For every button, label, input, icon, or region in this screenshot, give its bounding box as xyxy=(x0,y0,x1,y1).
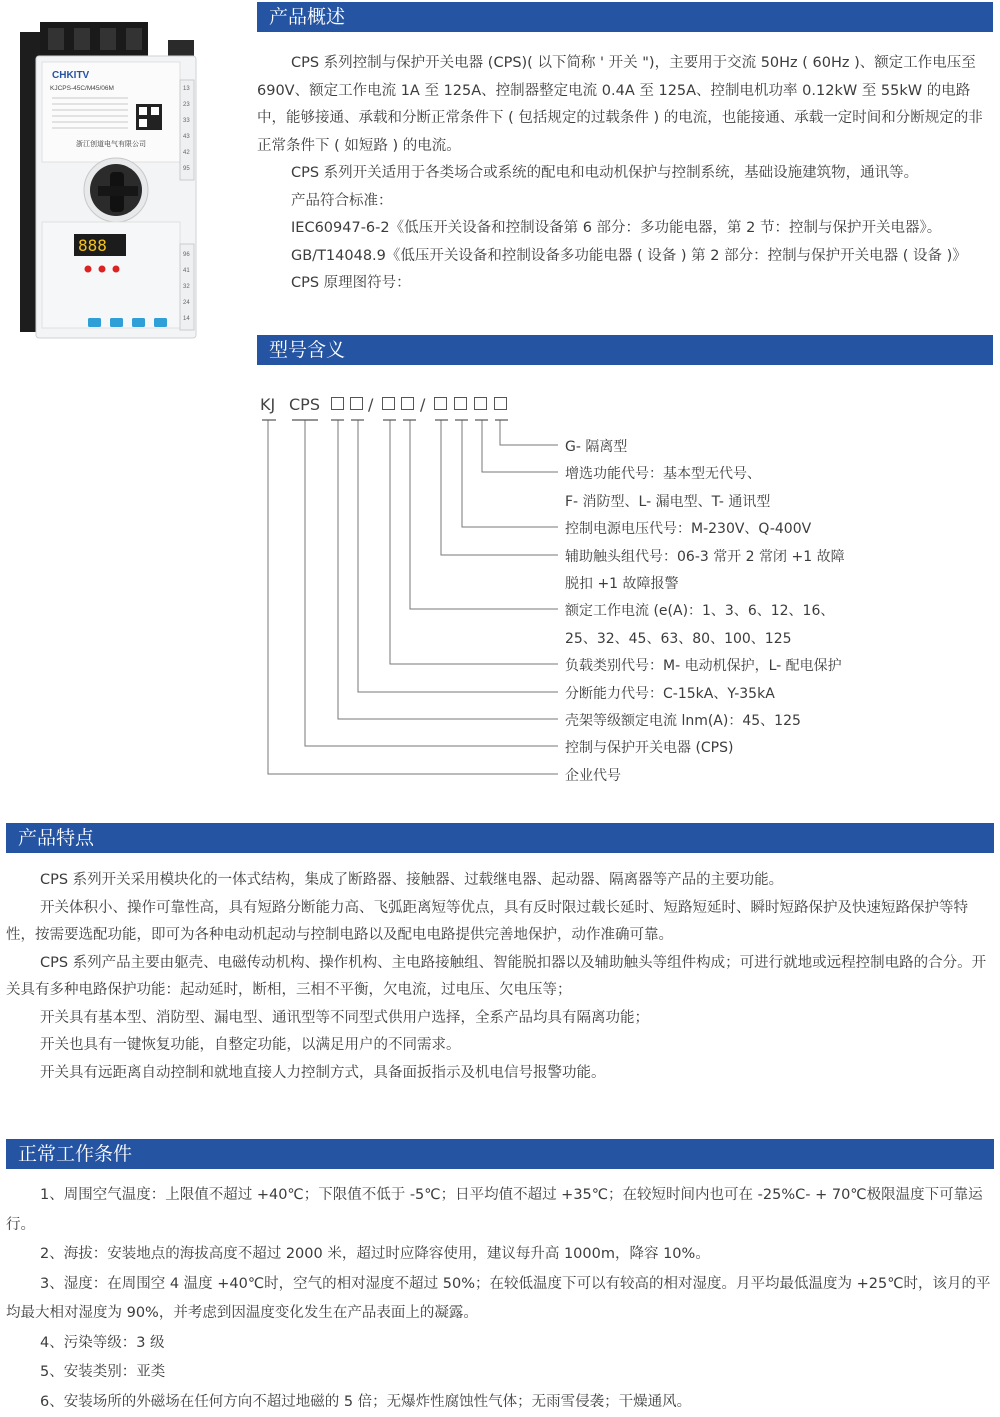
feature-paragraph: 开关具有远距离自动控制和就地直接人力控制方式，具备面扳指示及机电信号报警功能。 xyxy=(6,1060,994,1088)
overview-paragraph: CPS 原理图符号： xyxy=(257,270,993,298)
svg-text:KJCPS-45C/M45/06M: KJCPS-45C/M45/06M xyxy=(50,85,114,92)
standard-gb: GB/T14048.9《低压开关设备和控制设备多功能电器 ( 设备 ) 第 2 部分：控制与保护开关电器 ( 设备 )》 xyxy=(257,243,993,271)
feature-paragraph: CPS 系列开关采用模块化的一体式结构，集成了断路器、接触器、过载继电器、起动器、隔离器等产品的主要功能。 xyxy=(6,867,994,895)
svg-text:96: 96 xyxy=(183,252,190,258)
condition-item: 3、湿度：在周围空 4 温度 +40℃时，空气的相对湿度不超过 50%；在较低温度下可以有较高的相对湿度。月平均最低温度为 +25℃时，该月的平均最大相对湿度为 90%，并考虑到因温度变化发生在产品表面上的凝露。 xyxy=(6,1270,994,1329)
code-cps: CPS xyxy=(289,395,320,414)
svg-text:13: 13 xyxy=(183,86,190,92)
condition-item: 1、周围空气温度：上限值不超过 +40℃；下限值不低于 -5℃；日平均值不超过 +35℃；在较短时间内也可在 -25%C- + 70℃极限温度下可靠运行。 xyxy=(6,1181,994,1240)
legend-item: 企业代号 xyxy=(565,765,621,785)
svg-text:41: 41 xyxy=(183,268,190,274)
conditions-text xyxy=(6,1181,994,1417)
section-header-features: 产品特点 xyxy=(6,823,994,853)
legend-item: 分断能力代号：C-15kA、Y-35kA xyxy=(565,683,775,703)
standard-iec: IEC60947-6-2《低压开关设备和控制设备第 6 部分：多功能电器，第 2 节：控制与保护开关电器》。 xyxy=(257,215,993,243)
section-header-model-meaning: 型号含义 xyxy=(257,335,993,365)
legend-item: 脱扣 +1 故障报警 xyxy=(565,573,679,593)
legend-item: 25、32、45、63、80、100、125 xyxy=(565,628,792,648)
svg-text:14: 14 xyxy=(183,316,190,322)
legend-item: 额定工作电流 (e(A)：1、3、6、12、16、 xyxy=(565,600,834,620)
feature-paragraph: CPS 系列产品主要由躯壳、电磁传动机构、操作机构、主电路接触组、智能脱扣器以及辅助触头等组件构成；可进行就地或远程控制电路的合分。开关具有多种电路保护功能：起动延时，断相，三相不平衡，欠电流，过电压、欠电压等； xyxy=(6,950,994,1005)
condition-item: 5、安装类别：亚类 xyxy=(6,1358,994,1388)
overview-paragraph: CPS 系列控制与保护开关电器 (CPS)( 以下简称 ' 开关 ")，主要用于交流 50Hz ( 60Hz )、额定工作电压至 690V、额定工作电流 1A 至 125A、控制器整定电流 0.4A 至 125A、控制电机功率 0.12kW 至 55kW 的电路中，能够接通、承载和分断正常条件下 ( 包括规定的过载条件 ) 的电流，也能接通、承载一定时间和分断规定的非正常条件下 ( 如短路 ) 的电流。 xyxy=(257,50,993,160)
legend-item: 控制电源电压代号：M-230V、Q-400V xyxy=(565,518,811,538)
legend-item: 负载类别代号：M- 电动机保护，L- 配电保护 xyxy=(565,655,842,675)
brand-logo: CHKITV xyxy=(52,70,90,81)
svg-text:浙江创道电气有限公司: 浙江创道电气有限公司 xyxy=(76,139,146,148)
legend-item: 壳架等级额定电流 lnm(A)：45、125 xyxy=(565,710,801,730)
overview-paragraph: 产品符合标准： xyxy=(257,188,993,216)
svg-text:23: 23 xyxy=(183,102,190,108)
code-slash: / xyxy=(420,395,425,414)
condition-item: 4、污染等级：3 级 xyxy=(6,1329,994,1359)
legend-item: 辅助触头组代号：06-3 常开 2 常闭 +1 故障 xyxy=(565,546,845,566)
svg-text:24: 24 xyxy=(183,300,190,306)
legend-item: G- 隔离型 xyxy=(565,436,627,456)
svg-text:43: 43 xyxy=(183,134,190,140)
svg-text:95: 95 xyxy=(183,166,190,172)
section-header-conditions: 正常工作条件 xyxy=(6,1139,994,1169)
svg-text:888: 888 xyxy=(78,236,107,255)
condition-item: 2、海拔：安装地点的海拔高度不超过 2000 米，超过时应降容使用，建议每升高 1000m，降容 10%。 xyxy=(6,1240,994,1270)
feature-paragraph: 开关体积小、操作可靠性高，具有短路分断能力高、飞弧距离短等优点，具有反时限过载长延时、短路短延时、瞬时短路保护及快速短路保护等特性，按需要选配功能，即可为各种电动机起动与控制电路以及配电电路提供完善地保护，动作准确可靠。 xyxy=(6,895,994,950)
feature-paragraph: 开关具有基本型、消防型、漏电型、通讯型等不同型式供用户选择，全系产品均具有隔离功能； xyxy=(6,1005,994,1033)
legend-item: F- 消防型、L- 漏电型、T- 通讯型 xyxy=(565,491,770,511)
svg-text:32: 32 xyxy=(183,284,190,290)
legend-item: 增选功能代号：基本型无代号、 xyxy=(565,463,761,483)
feature-paragraph: 开关也具有一键恢复功能，自整定功能，以满足用户的不同需求。 xyxy=(6,1032,994,1060)
overview-paragraph: CPS 系列开关适用于各类场合或系统的配电和电动机保护与控制系统，基础设施建筑物，通讯等。 xyxy=(257,160,993,188)
svg-text:33: 33 xyxy=(183,118,190,124)
features-text xyxy=(6,867,994,1087)
legend-item: 控制与保护开关电器 (CPS) xyxy=(565,737,733,757)
code-company: KJ xyxy=(260,395,275,414)
code-slash: / xyxy=(368,395,373,414)
condition-item: 6、安装场所的外磁场在任何方向不超过地磁的 5 倍；无爆炸性腐蚀性气体；无雨雪侵袭；干燥通风。 xyxy=(6,1388,994,1417)
section-header-overview: 产品概述 xyxy=(257,2,993,32)
svg-text:42: 42 xyxy=(183,150,190,156)
